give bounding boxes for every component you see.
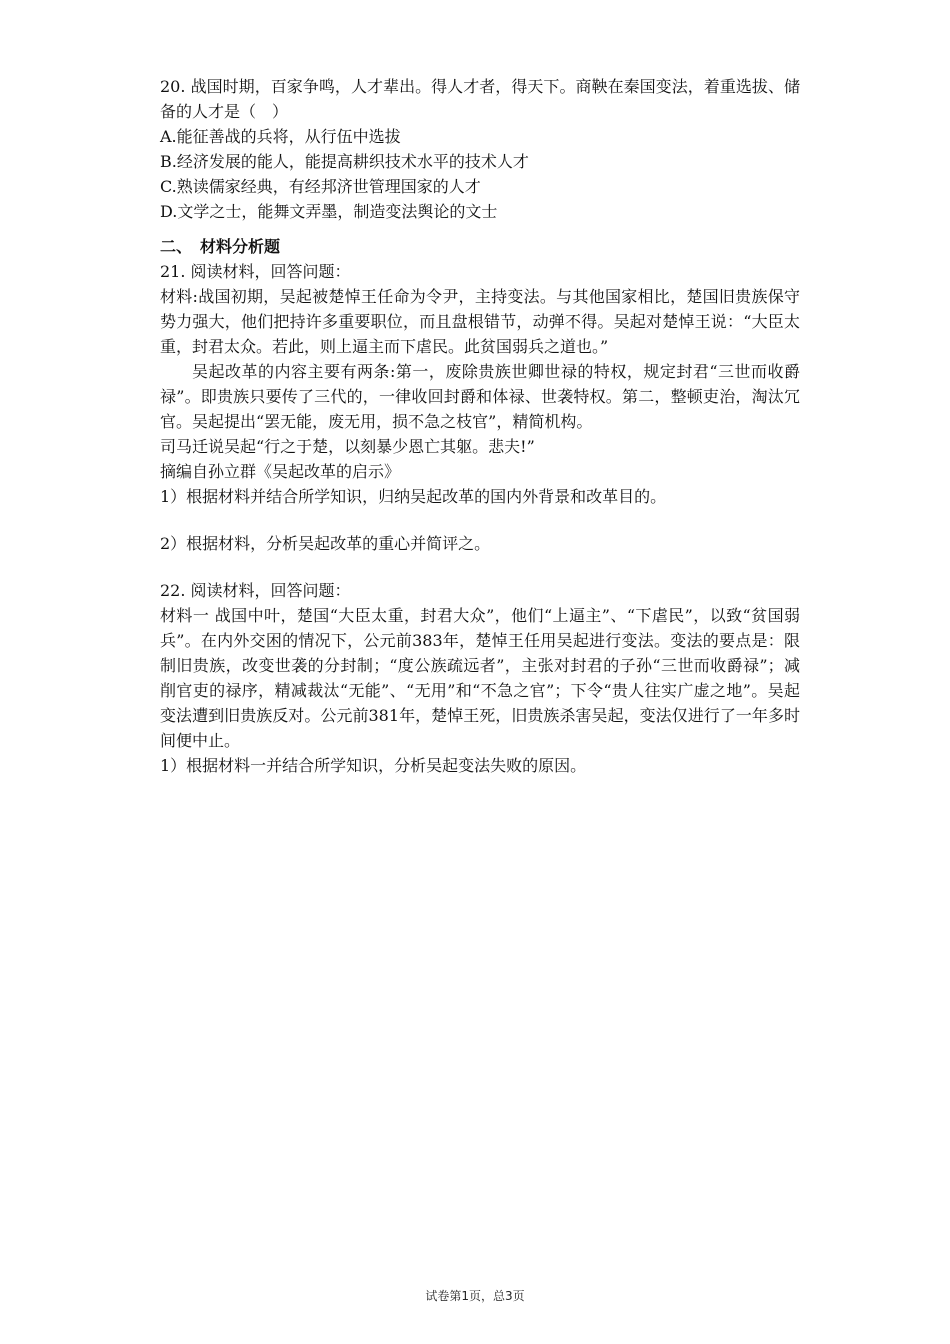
question-21-subquestion-2: 2）根据材料，分析吴起改革的重心并简评之。 [160,534,491,553]
question-21-source: 摘编自孙立群《吴起改革的启示》 [160,462,401,481]
question-20-option-c: C.熟读儒家经典，有经邦济世管理国家的人才 [160,177,481,196]
question-22-subquestion-1: 1）根据材料一并结合所学知识，分析吴起变法失败的原因。 [160,756,587,775]
section-heading-material-analysis: 二、 材料分析题 [160,237,281,256]
question-22 [160,578,800,778]
question-20 [160,74,800,224]
question-21-material-para3: 司马迁说吴起“行之于楚，以刻暴少恩亡其躯。悲夫!” [160,437,535,456]
question-21 [160,259,817,556]
question-21-material-para1: 材料:战国初期，吴起被楚悼王任命为令尹，主持变法。与其他国家相比，楚国旧贵族保守势力强大，他们把持许多重要职位，而且盘根错节，动弹不得。吴起对楚悼王说：“大臣太重，封君太众。若此，则上逼主而下虐民。此贫国弱兵之道也。” [160,287,800,356]
question-22-title: 22. 阅读材料，回答问题： [160,581,351,600]
question-21-material-para2: 吴起改革的内容主要有两条:第一，废除贵族世卿世禄的特权，规定封君“三世而收爵 禄”。即贵族只要传了三代的，一律收回封爵和体禄、世袭特权。第二，整顿吏治，淘汰冗官。吴起提出“罢无能，废无用，损不急之枝官”，精简机构。 [160,362,817,431]
question-21-subquestion-1: 1）根据材料并结合所学知识，归纳吴起改革的国内外背景和改革目的。 [160,487,667,506]
question-20-option-a: A.能征善战的兵将，从行伍中选拔 [160,127,401,146]
question-20-option-b: B.经济发展的能人，能提高耕织技术水平的技术人才 [160,152,529,171]
question-22-material-para1: 材料一 战国中叶，楚国“大臣太重，封君大众”，他们“上逼主”、“下虐民”，以致“贫国弱兵”。在内外交困的情况下，公元前383年，楚悼王任用吴起进行变法。变法的要点是：限制旧贵族，改变世袭的分封制；“度公族疏远者”，主张对封君的子孙“三世而收爵禄”；减削官吏的禄序，精减裁汰“无能”、“无用”和“不急之官”；下令“贵人往实广虚之地”。吴起变法遭到旧贵族反对。公元前381年，楚悼王死，旧贵族杀害吴起，变法仅进行了一年多时间便中止。 [160,606,800,750]
question-20-option-d: D.文学之士，能舞文弄墨，制造变法舆论的文士 [160,202,498,221]
question-21-title: 21. 阅读材料，回答问题： [160,262,351,281]
exam-content [160,74,817,778]
page-footer: 试卷第1页，总3页 [425,1289,525,1303]
question-20-stem: 20. 战国时期，百家争鸣，人才辈出。得人才者，得天下。商鞅在秦国变法，着重选拔、储备的人才是（ ） [160,77,800,121]
